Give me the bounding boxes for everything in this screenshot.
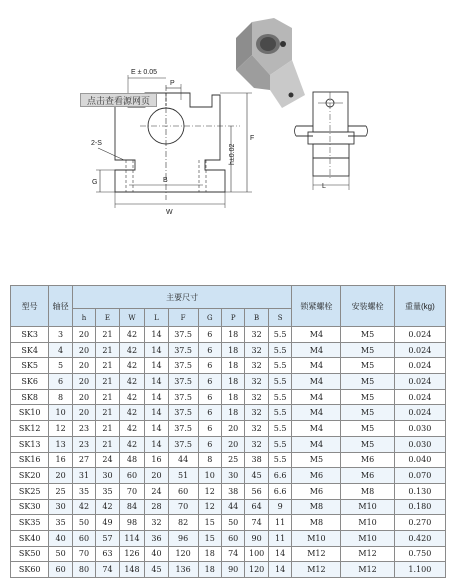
- col-header-w: W: [119, 309, 145, 327]
- col-header-h: h: [72, 309, 95, 327]
- dim-w: W: [166, 209, 173, 216]
- table-cell: 30: [49, 499, 72, 515]
- model-cell: SK30: [11, 499, 49, 515]
- table-row: [11, 562, 446, 578]
- table-cell: 21: [96, 436, 119, 452]
- table-cell: 37.5: [168, 327, 198, 343]
- model-cell: SK4: [11, 342, 49, 358]
- table-cell: 42: [119, 358, 145, 374]
- table-cell: M5: [341, 405, 394, 421]
- table-cell: 18: [221, 389, 244, 405]
- table-cell: 20: [72, 358, 95, 374]
- table-cell: 57: [96, 530, 119, 546]
- col-header-lock-bolt: 锁紧螺栓: [292, 286, 341, 327]
- table-cell: M5: [292, 452, 341, 468]
- side-view: [295, 92, 368, 190]
- table-row: [11, 436, 446, 452]
- table-cell: 42: [119, 436, 145, 452]
- dim-p: P: [170, 80, 175, 87]
- table-row: [11, 499, 446, 515]
- dim-e: E ± 0.05: [131, 69, 158, 76]
- table-cell: 48: [119, 452, 145, 468]
- table-cell: 30: [96, 468, 119, 484]
- table-cell: 70: [119, 483, 145, 499]
- table-cell: 0.030: [394, 421, 445, 437]
- col-header-s: S: [268, 309, 292, 327]
- table-cell: 148: [119, 562, 145, 578]
- table-cell: 3: [49, 327, 72, 343]
- dim-f: F: [250, 135, 255, 142]
- table-cell: 0.024: [394, 342, 445, 358]
- table-cell: 20: [145, 468, 168, 484]
- table-cell: 6: [198, 405, 221, 421]
- table-cell: M5: [341, 389, 394, 405]
- table-row: [11, 389, 446, 405]
- table-cell: 0.130: [394, 483, 445, 499]
- dim-h: h±0.02: [229, 143, 236, 165]
- table-cell: 5: [49, 358, 72, 374]
- table-cell: 5.5: [268, 358, 292, 374]
- table-cell: 18: [221, 374, 244, 390]
- model-cell: SK16: [11, 452, 49, 468]
- table-cell: 42: [119, 342, 145, 358]
- table-cell: 6.6: [268, 483, 292, 499]
- technical-drawing: [0, 0, 462, 280]
- col-header-g: G: [198, 309, 221, 327]
- table-cell: 32: [245, 358, 268, 374]
- table-cell: 21: [96, 327, 119, 343]
- table-cell: 18: [221, 358, 244, 374]
- table-cell: 25: [49, 483, 72, 499]
- table-cell: 14: [145, 389, 168, 405]
- table-cell: M8: [341, 483, 394, 499]
- table-cell: 28: [145, 499, 168, 515]
- table-cell: 42: [119, 405, 145, 421]
- table-cell: 74: [245, 515, 268, 531]
- model-cell: SK60: [11, 562, 49, 578]
- table-cell: 20: [72, 327, 95, 343]
- table-cell: 5.5: [268, 374, 292, 390]
- table-cell: 8: [198, 452, 221, 468]
- table-cell: 136: [168, 562, 198, 578]
- col-header-b: B: [245, 309, 268, 327]
- table-cell: 20: [72, 374, 95, 390]
- table-cell: 50: [72, 515, 95, 531]
- table-cell: 32: [245, 436, 268, 452]
- table-cell: 6: [198, 436, 221, 452]
- table-cell: 42: [119, 389, 145, 405]
- table-cell: 36: [145, 530, 168, 546]
- table-cell: 18: [198, 562, 221, 578]
- model-cell: SK10: [11, 405, 49, 421]
- table-cell: 82: [168, 515, 198, 531]
- table-cell: 23: [72, 421, 95, 437]
- table-cell: 11: [268, 530, 292, 546]
- table-cell: 15: [198, 530, 221, 546]
- table-cell: 6: [198, 342, 221, 358]
- col-header-p: P: [221, 309, 244, 327]
- table-cell: M10: [341, 515, 394, 531]
- table-cell: M12: [292, 546, 341, 562]
- table-cell: 30: [221, 468, 244, 484]
- table-cell: 14: [145, 327, 168, 343]
- col-header-weight: 重量(kg): [394, 286, 445, 327]
- table-cell: 32: [245, 405, 268, 421]
- view-source-button[interactable]: 点击查看源网页: [80, 93, 157, 107]
- table-cell: 21: [96, 374, 119, 390]
- table-cell: M6: [292, 468, 341, 484]
- table-cell: 126: [119, 546, 145, 562]
- table-cell: 10: [198, 468, 221, 484]
- table-cell: 12: [198, 499, 221, 515]
- table-cell: 18: [198, 546, 221, 562]
- model-cell: SK40: [11, 530, 49, 546]
- table-cell: 18: [221, 342, 244, 358]
- table-cell: 37.5: [168, 342, 198, 358]
- table-cell: 32: [245, 327, 268, 343]
- table-row: [11, 468, 446, 484]
- table-cell: 24: [96, 452, 119, 468]
- table-cell: M5: [341, 342, 394, 358]
- model-cell: SK25: [11, 483, 49, 499]
- col-header-shaft: 轴径: [49, 286, 72, 327]
- table-cell: 100: [245, 546, 268, 562]
- dim-l: L: [322, 183, 326, 190]
- table-cell: 70: [72, 546, 95, 562]
- table-cell: 14: [145, 358, 168, 374]
- table-cell: 6: [198, 327, 221, 343]
- table-cell: 0.180: [394, 499, 445, 515]
- table-cell: M6: [341, 468, 394, 484]
- table-cell: 40: [145, 546, 168, 562]
- table-cell: 6.6: [268, 468, 292, 484]
- table-cell: 0.040: [394, 452, 445, 468]
- table-cell: 0.024: [394, 374, 445, 390]
- table-cell: 0.024: [394, 327, 445, 343]
- table-cell: 20: [72, 389, 95, 405]
- model-cell: SK6: [11, 374, 49, 390]
- table-cell: 20: [221, 436, 244, 452]
- table-cell: M6: [341, 452, 394, 468]
- table-cell: M4: [292, 358, 341, 374]
- table-cell: 10: [49, 405, 72, 421]
- table-cell: 38: [245, 452, 268, 468]
- table-cell: 40: [49, 530, 72, 546]
- table-cell: M10: [341, 530, 394, 546]
- table-cell: 60: [221, 530, 244, 546]
- table-cell: 60: [168, 483, 198, 499]
- table-cell: 32: [245, 421, 268, 437]
- table-cell: 31: [72, 468, 95, 484]
- table-cell: 70: [168, 499, 198, 515]
- table-cell: 5.5: [268, 327, 292, 343]
- table-cell: M4: [292, 405, 341, 421]
- table-cell: 5.5: [268, 405, 292, 421]
- table-cell: 21: [96, 358, 119, 374]
- table-cell: 38: [221, 483, 244, 499]
- table-cell: 0.030: [394, 436, 445, 452]
- table-cell: 0.024: [394, 405, 445, 421]
- table-cell: 35: [72, 483, 95, 499]
- table-row: [11, 327, 446, 343]
- table-cell: 74: [221, 546, 244, 562]
- table-cell: M5: [341, 436, 394, 452]
- table-cell: 45: [145, 562, 168, 578]
- table-cell: M4: [292, 374, 341, 390]
- table-cell: 4: [49, 342, 72, 358]
- table-cell: 21: [96, 342, 119, 358]
- table-cell: 32: [245, 389, 268, 405]
- table-cell: 0.420: [394, 530, 445, 546]
- table-cell: 18: [221, 327, 244, 343]
- table-cell: 49: [96, 515, 119, 531]
- table-cell: 14: [268, 546, 292, 562]
- table-cell: 42: [96, 499, 119, 515]
- col-header-f: F: [168, 309, 198, 327]
- table-cell: 35: [49, 515, 72, 531]
- table-cell: M5: [341, 358, 394, 374]
- col-header-model: 型号: [11, 286, 49, 327]
- table-cell: M4: [292, 421, 341, 437]
- table-cell: 5.5: [268, 342, 292, 358]
- table-cell: 37.5: [168, 421, 198, 437]
- table-cell: 20: [221, 421, 244, 437]
- table-cell: 5.5: [268, 452, 292, 468]
- table-cell: 6: [198, 374, 221, 390]
- model-cell: SK12: [11, 421, 49, 437]
- model-cell: SK35: [11, 515, 49, 531]
- table-cell: 18: [221, 405, 244, 421]
- table-cell: 84: [119, 499, 145, 515]
- table-cell: 24: [145, 483, 168, 499]
- table-cell: 0.024: [394, 389, 445, 405]
- spec-table: [10, 285, 446, 578]
- model-cell: SK50: [11, 546, 49, 562]
- dim-2s: 2-S: [91, 140, 102, 147]
- table-cell: 14: [145, 421, 168, 437]
- table-cell: 6: [198, 421, 221, 437]
- table-cell: M12: [341, 546, 394, 562]
- spec-table-body: [11, 327, 446, 578]
- table-cell: M4: [292, 342, 341, 358]
- table-cell: 120: [168, 546, 198, 562]
- table-row: [11, 405, 446, 421]
- table-cell: 14: [268, 562, 292, 578]
- table-cell: 37.5: [168, 436, 198, 452]
- table-cell: M4: [292, 389, 341, 405]
- table-cell: 90: [221, 562, 244, 578]
- table-cell: 90: [245, 530, 268, 546]
- table-cell: 8: [49, 389, 72, 405]
- table-cell: 21: [96, 405, 119, 421]
- model-cell: SK3: [11, 327, 49, 343]
- table-cell: 21: [96, 421, 119, 437]
- table-cell: 14: [145, 405, 168, 421]
- table-cell: 20: [72, 342, 95, 358]
- table-cell: 50: [49, 546, 72, 562]
- col-header-main-dimensions: 主要尺寸: [72, 286, 292, 309]
- table-cell: M12: [341, 562, 394, 578]
- table-cell: 0.750: [394, 546, 445, 562]
- table-cell: 96: [168, 530, 198, 546]
- table-cell: 64: [245, 499, 268, 515]
- table-row: [11, 483, 446, 499]
- table-cell: 32: [145, 515, 168, 531]
- table-cell: 16: [145, 452, 168, 468]
- table-cell: 56: [245, 483, 268, 499]
- table-cell: 11: [268, 515, 292, 531]
- table-row: [11, 374, 446, 390]
- table-cell: 5.5: [268, 389, 292, 405]
- table-cell: 25: [221, 452, 244, 468]
- table-cell: M6: [292, 483, 341, 499]
- table-cell: 14: [145, 342, 168, 358]
- col-header-e: E: [96, 309, 119, 327]
- table-row: [11, 342, 446, 358]
- table-cell: 60: [49, 562, 72, 578]
- table-cell: 6: [198, 358, 221, 374]
- table-cell: 37.5: [168, 374, 198, 390]
- table-cell: 44: [168, 452, 198, 468]
- table-row: [11, 452, 446, 468]
- table-cell: 13: [49, 436, 72, 452]
- model-cell: SK20: [11, 468, 49, 484]
- table-cell: M8: [292, 499, 341, 515]
- table-cell: M5: [341, 374, 394, 390]
- table-cell: 0.070: [394, 468, 445, 484]
- table-cell: 12: [198, 483, 221, 499]
- table-cell: 16: [49, 452, 72, 468]
- table-row: [11, 546, 446, 562]
- iso-render: [236, 18, 305, 108]
- table-cell: 114: [119, 530, 145, 546]
- table-cell: 42: [119, 421, 145, 437]
- table-cell: 0.024: [394, 358, 445, 374]
- table-cell: 1.100: [394, 562, 445, 578]
- dim-b: B: [163, 177, 168, 184]
- model-cell: SK8: [11, 389, 49, 405]
- table-cell: M8: [292, 515, 341, 531]
- table-cell: 44: [221, 499, 244, 515]
- table-cell: M12: [292, 562, 341, 578]
- table-cell: 23: [72, 436, 95, 452]
- table-cell: 9: [268, 499, 292, 515]
- table-cell: 120: [245, 562, 268, 578]
- table-cell: 37.5: [168, 405, 198, 421]
- table-cell: 42: [119, 374, 145, 390]
- col-header-mount-bolt: 安装螺栓: [341, 286, 394, 327]
- table-cell: M5: [341, 327, 394, 343]
- table-row: [11, 515, 446, 531]
- table-cell: 80: [72, 562, 95, 578]
- table-cell: 35: [96, 483, 119, 499]
- table-cell: 42: [119, 327, 145, 343]
- table-cell: 15: [198, 515, 221, 531]
- table-cell: 20: [49, 468, 72, 484]
- table-cell: 60: [119, 468, 145, 484]
- col-header-l: L: [145, 309, 168, 327]
- table-cell: 32: [245, 374, 268, 390]
- table-cell: 50: [221, 515, 244, 531]
- table-cell: 51: [168, 468, 198, 484]
- table-cell: 42: [72, 499, 95, 515]
- table-cell: M10: [292, 530, 341, 546]
- table-cell: 27: [72, 452, 95, 468]
- table-row: [11, 530, 446, 546]
- table-cell: M5: [341, 421, 394, 437]
- table-cell: 98: [119, 515, 145, 531]
- table-cell: M10: [341, 499, 394, 515]
- table-cell: M4: [292, 436, 341, 452]
- table-row: [11, 421, 446, 437]
- table-cell: M4: [292, 327, 341, 343]
- table-cell: 45: [245, 468, 268, 484]
- table-cell: 14: [145, 436, 168, 452]
- table-row: [11, 358, 446, 374]
- table-cell: 37.5: [168, 358, 198, 374]
- table-cell: 60: [72, 530, 95, 546]
- model-cell: SK5: [11, 358, 49, 374]
- table-cell: 5.5: [268, 436, 292, 452]
- table-cell: 74: [96, 562, 119, 578]
- table-cell: 0.270: [394, 515, 445, 531]
- model-cell: SK13: [11, 436, 49, 452]
- table-cell: 32: [245, 342, 268, 358]
- table-cell: 21: [96, 389, 119, 405]
- table-cell: 14: [145, 374, 168, 390]
- table-cell: 20: [72, 405, 95, 421]
- table-cell: 37.5: [168, 389, 198, 405]
- table-cell: 5.5: [268, 421, 292, 437]
- table-cell: 12: [49, 421, 72, 437]
- table-cell: 6: [49, 374, 72, 390]
- table-cell: 6: [198, 389, 221, 405]
- dim-g: G: [92, 179, 98, 186]
- table-cell: 63: [96, 546, 119, 562]
